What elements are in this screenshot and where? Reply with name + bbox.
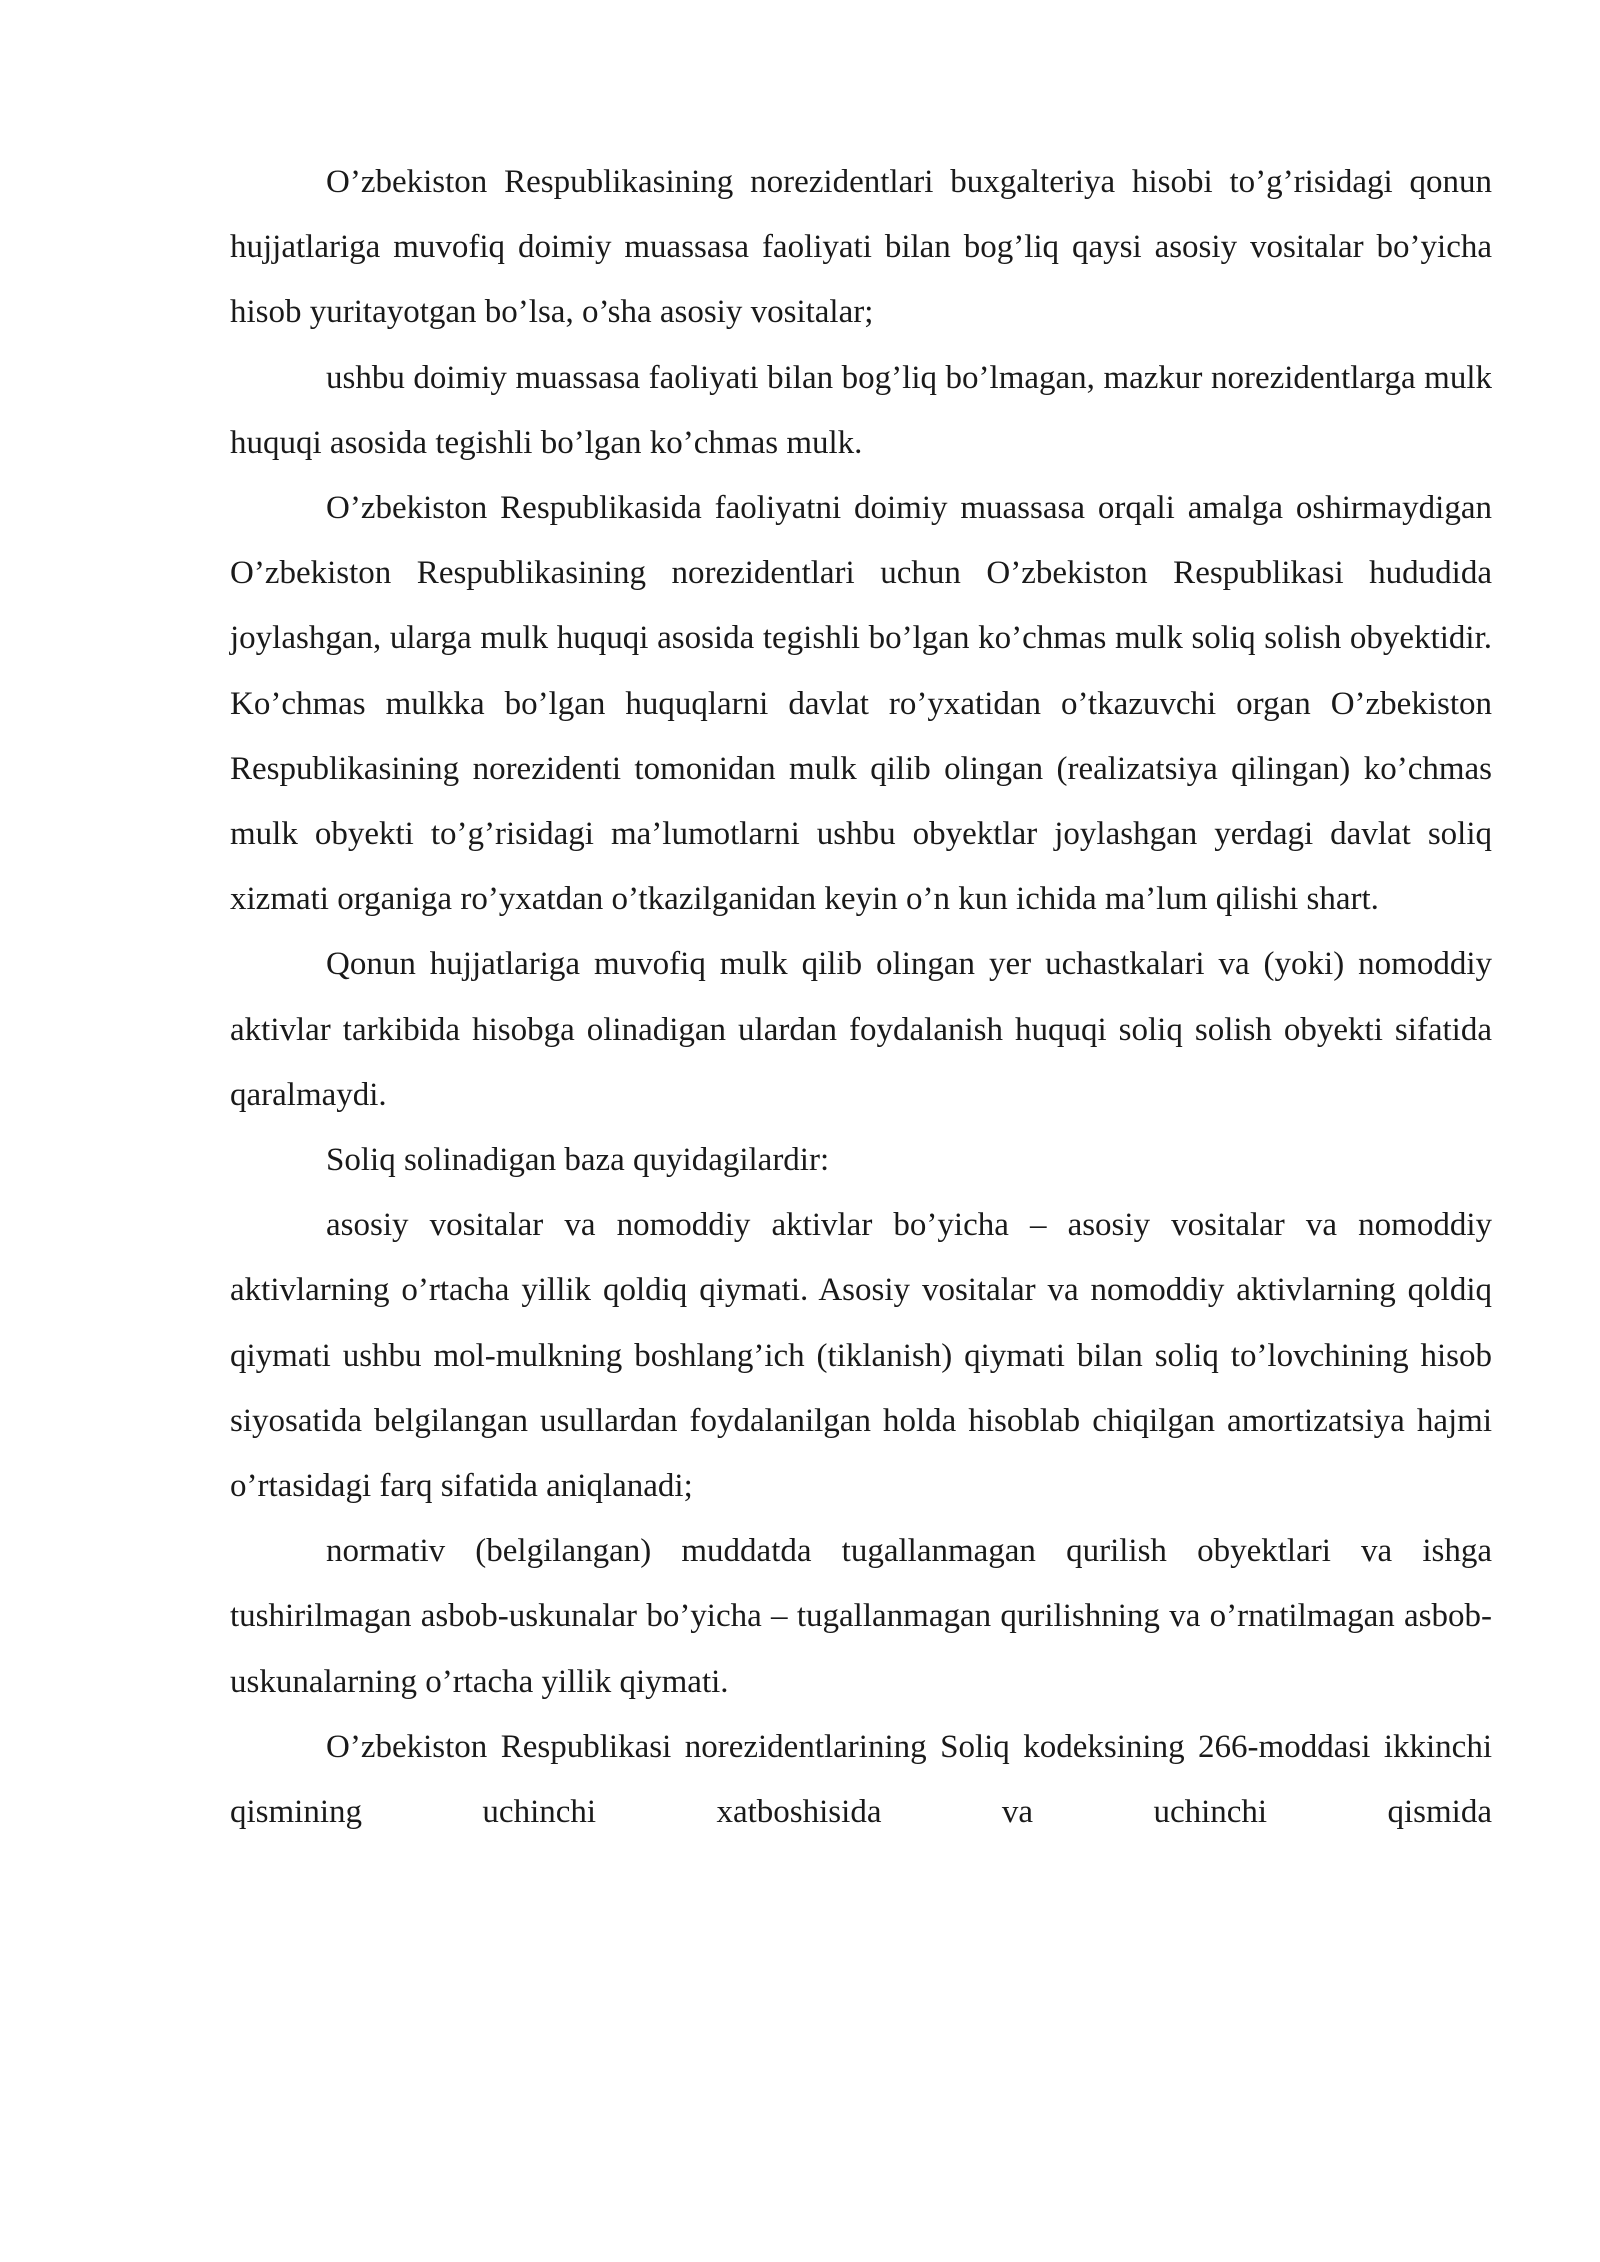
paragraph-6: asosiy vositalar va nomoddiy aktivlar bo’yicha – asosiy vositalar va nomoddiy aktivlarning o’rtacha yillik qoldiq qiymati. Asosiy vositalar va nomoddiy aktivlarning qoldiq qiymati ushbu mol-mulkning boshlang’ich (tiklanish) qiymati bilan soliq to’lovchining hisob siyosatida belgilangan usullardan foydalanilgan holda hisoblab chiqilgan amortizatsiya hajmi o’rtasidagi farq sifatida aniqlanadi;	[230, 1207, 1492, 1505]
paragraph-2: ushbu doimiy muassasa faoliyati bilan bog’liq bo’lmagan, mazkur norezidentlarga mulk huquqi asosida tegishli bo’lgan ko’chmas mulk.	[230, 359, 1492, 461]
paragraph-4: Qonun hujjatlariga muvofiq mulk qilib olingan yer uchastkalari va (yoki) nomoddiy aktivlar tarkibida hisobga olinadigan ulardan foydalanish huquqi soliq solish obyekti sifatida qaralmaydi.	[230, 946, 1492, 1113]
paragraph-3: O’zbekiston Respublikasida faoliyatni doimiy muassasa orqali amalga oshirmaydigan O’zbekiston Respublikasining norezidentlari uchun O’zbekiston Respublikasi hududida joylashgan, ularga mulk huquqi asosida tegishli bo’lgan ko’chmas mulk soliq solish obyektidir. Ko’chmas mulkka bo’lgan huquqlarni davlat ro’yxatidan o’tkazuvchi organ O’zbekiston Respublikasining norezidenti tomonidan mulk qilib olingan (realizatsiya qilingan) ko’chmas mulk obyekti to’g’risidagi ma’lumotlarni ushbu obyektlar joylashgan yerdagi davlat soliq xizmati organiga ro’yxatdan o’tkazilganidan keyin o’n kun ichida ma’lum qilishi shart.	[230, 490, 1492, 918]
paragraph-8: O’zbekiston Respublikasi norezidentlarining Soliq kodeksining 266-moddasi ikkinchi qismining uchinchi xatboshisida va uchinchi qismida	[230, 1728, 1492, 1831]
paragraph-7: normativ (belgilangan) muddatda tugallanmagan qurilish obyektlari va ishga tushirilmagan asbob-uskunalar bo’yicha – tugallanmagan qurilishning va o’rnatilmagan asbob-uskunalarning o’rtacha yillik qiymati.	[230, 1533, 1492, 1700]
paragraph-5: Soliq solinadigan baza quyidagilardir:	[326, 1142, 830, 1179]
paragraph-1: O’zbekiston Respublikasining norezidentlari buxgalteriya hisobi to’g’risidagi qonun hujjatlariga muvofiq doimiy muassasa faoliyati bilan bog’liq qaysi asosiy vositalar bo’yicha hisob yuritayotgan bo’lsa, o’sha asosiy vositalar;	[230, 164, 1492, 331]
document-body	[230, 150, 1492, 1845]
